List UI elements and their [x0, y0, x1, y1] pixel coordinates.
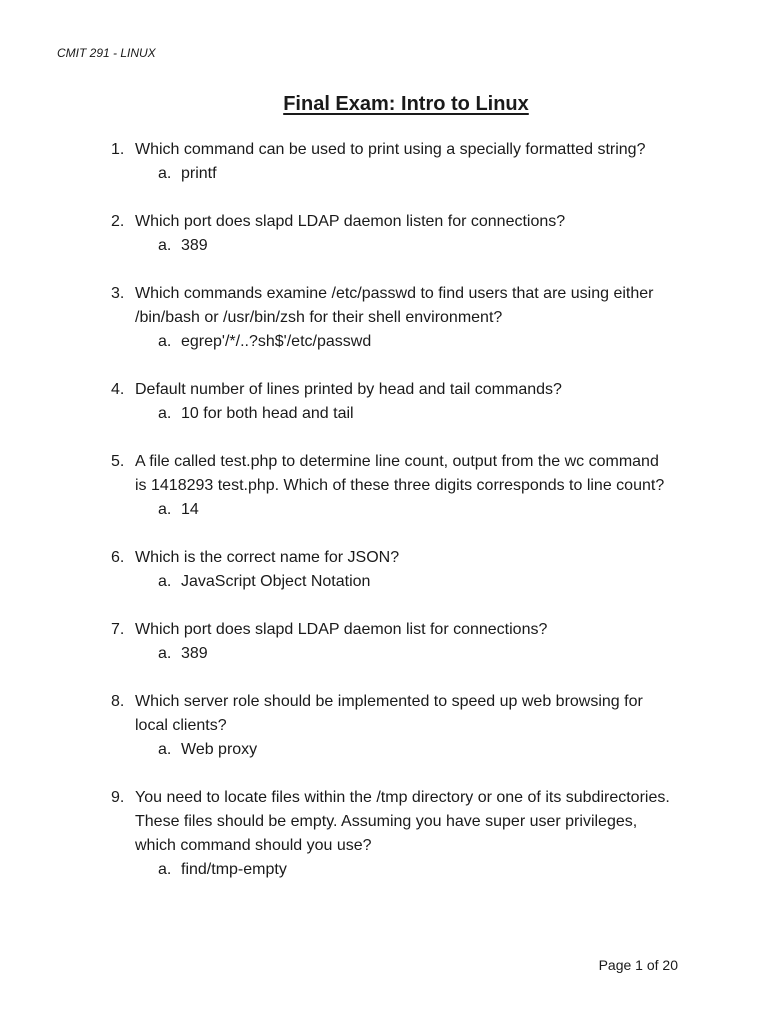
- answer-letter: a.: [158, 861, 172, 878]
- question-item: [111, 282, 671, 354]
- question-text: Which port does slapd LDAP daemon list for connections?: [135, 621, 548, 638]
- question-item: [111, 210, 671, 258]
- question-item: [111, 690, 671, 762]
- answer-item: [135, 858, 671, 882]
- question-number: 8.: [111, 693, 125, 710]
- question-number: 4.: [111, 381, 125, 398]
- question-text: Which port does slapd LDAP daemon listen for connections?: [135, 213, 566, 230]
- answer-item: [135, 498, 671, 522]
- question-text: Which is the correct name for JSON?: [135, 549, 400, 566]
- question-number: 6.: [111, 549, 125, 566]
- answer-item: [135, 162, 671, 186]
- question-number: 5.: [111, 453, 125, 470]
- question-item: [111, 450, 671, 522]
- question-text: Which commands examine /etc/passwd to find users that are using either /bin/bash or /usr/bin/zsh for their shell environment?: [135, 285, 654, 326]
- answer-item: [135, 234, 671, 258]
- answer-letter: a.: [158, 333, 172, 350]
- answer-item: [135, 330, 671, 354]
- question-item: [111, 378, 671, 426]
- answer-letter: a.: [158, 645, 172, 662]
- answer-text: JavaScript Object Notation: [181, 573, 371, 590]
- answer-item: [135, 402, 671, 426]
- answer-letter: a.: [158, 501, 172, 518]
- question-number: 9.: [111, 789, 125, 806]
- question-text: You need to locate files within the /tmp directory or one of its subdirectories. These files should be empty. Assuming you have super user privileges, which command should you use?: [135, 789, 670, 854]
- question-item: [111, 138, 671, 186]
- answer-letter: a.: [158, 237, 172, 254]
- question-item: [111, 618, 671, 666]
- question-text: Which server role should be implemented to speed up web browsing for local clients?: [135, 693, 643, 734]
- question-number: 3.: [111, 285, 125, 302]
- question-text: Default number of lines printed by head and tail commands?: [135, 381, 562, 398]
- answer-letter: a.: [158, 165, 172, 182]
- question-number: 2.: [111, 213, 125, 230]
- question-text: A file called test.php to determine line count, output from the wc command is 1418293 test.php. Which of these three digits corresponds to line count?: [135, 453, 665, 494]
- answer-text: find/tmp-empty: [181, 861, 287, 878]
- document-title: Final Exam: Intro to Linux: [283, 93, 529, 115]
- answer-text: 14: [181, 501, 199, 518]
- answer-item: [135, 642, 671, 666]
- page-number: Page 1 of 20: [598, 957, 678, 973]
- answer-text: printf: [181, 165, 217, 182]
- question-list: [111, 138, 671, 906]
- question-item: [111, 786, 671, 882]
- answer-text: egrep'/*/..?sh$'/etc/passwd: [181, 333, 372, 350]
- document-header: CMIT 291 - LINUX: [57, 46, 156, 60]
- answer-letter: a.: [158, 573, 172, 590]
- answer-text: 389: [181, 645, 208, 662]
- answer-text: 10 for both head and tail: [181, 405, 354, 422]
- answer-text: 389: [181, 237, 208, 254]
- answer-item: [135, 570, 671, 594]
- question-text: Which command can be used to print using a specially formatted string?: [135, 141, 646, 158]
- answer-text: Web proxy: [181, 741, 258, 758]
- answer-letter: a.: [158, 741, 172, 758]
- answer-letter: a.: [158, 405, 172, 422]
- question-number: 7.: [111, 621, 125, 638]
- question-item: [111, 546, 671, 594]
- question-number: 1.: [111, 141, 125, 158]
- answer-item: [135, 738, 671, 762]
